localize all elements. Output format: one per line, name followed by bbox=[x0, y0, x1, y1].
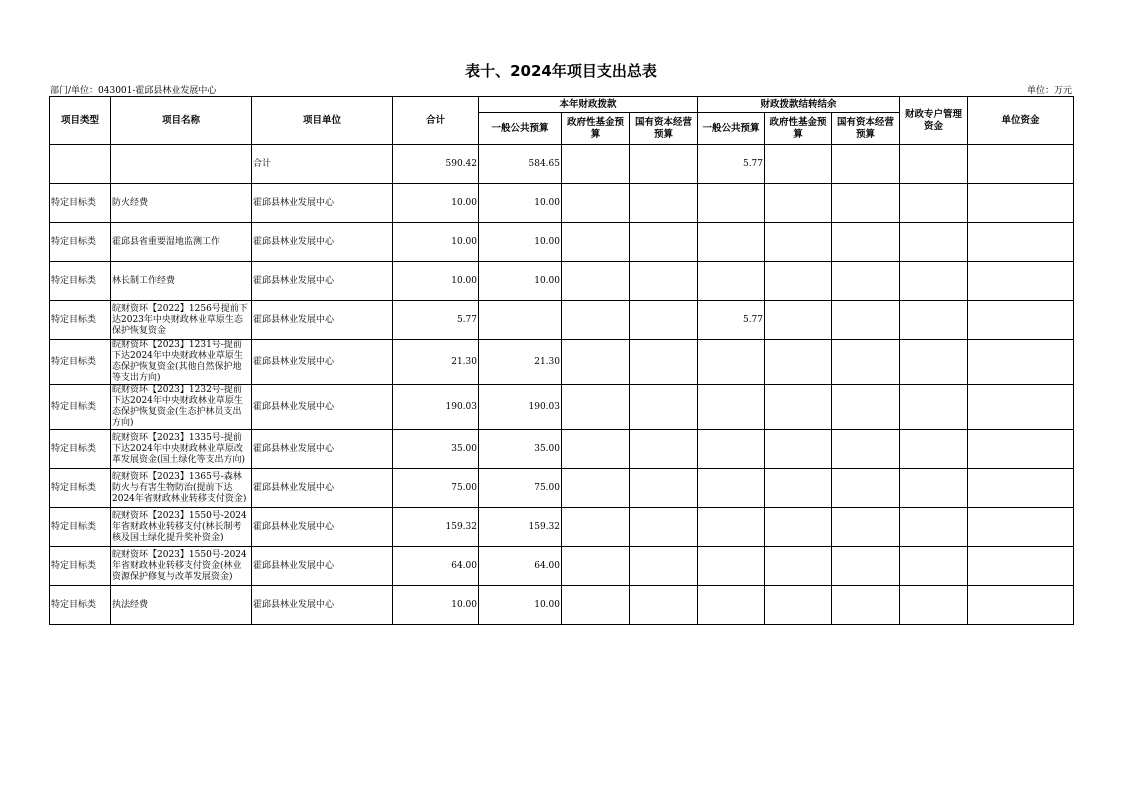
cell-type: 特定目标类 bbox=[50, 184, 111, 223]
cell-special-account bbox=[900, 301, 968, 340]
cell-fund-carryover bbox=[765, 430, 832, 469]
cell-state-capital-carryover bbox=[832, 262, 900, 301]
cell-fund-budget bbox=[562, 430, 630, 469]
cell-fund-budget bbox=[562, 145, 630, 184]
table-row bbox=[50, 385, 1074, 430]
cell-state-capital-carryover bbox=[832, 385, 900, 430]
header-general-budget: 一般公共预算 bbox=[479, 113, 562, 145]
cell-special-account bbox=[900, 508, 968, 547]
cell-own-funds bbox=[968, 547, 1074, 586]
cell-own-funds bbox=[968, 145, 1074, 184]
cell-fund-carryover bbox=[765, 586, 832, 625]
cell-general-budget-carryover bbox=[698, 340, 765, 385]
cell-state-capital-carryover bbox=[832, 340, 900, 385]
cell-state-capital-carryover bbox=[832, 586, 900, 625]
cell-fund-carryover bbox=[765, 508, 832, 547]
cell-general-budget: 190.03 bbox=[479, 385, 562, 430]
cell-special-account bbox=[900, 430, 968, 469]
cell-total: 5.77 bbox=[393, 301, 479, 340]
cell-fund-budget bbox=[562, 547, 630, 586]
cell-total: 159.32 bbox=[393, 508, 479, 547]
cell-special-account bbox=[900, 145, 968, 184]
cell-fund-budget bbox=[562, 184, 630, 223]
cell-state-capital bbox=[630, 145, 698, 184]
cell-name: 皖财资环【2023】1550号-2024年省财政林业转移支付(林长制考核及国土绿化提升奖补资金) bbox=[111, 508, 252, 547]
cell-total: 10.00 bbox=[393, 262, 479, 301]
header-org: 项目单位 bbox=[252, 97, 393, 145]
cell-name: 执法经费 bbox=[111, 586, 252, 625]
cell-fund-carryover bbox=[765, 547, 832, 586]
cell-type: 特定目标类 bbox=[50, 262, 111, 301]
cell-fund-budget bbox=[562, 340, 630, 385]
table-row bbox=[50, 340, 1074, 385]
cell-fund-budget bbox=[562, 301, 630, 340]
cell-general-budget-carryover bbox=[698, 508, 765, 547]
department-label: 部门/单位：043001-霍邱县林业发展中心 bbox=[50, 86, 217, 96]
table-row bbox=[50, 145, 1074, 184]
header-state-capital-carryover: 国有资本经营预算 bbox=[832, 113, 900, 145]
cell-own-funds bbox=[968, 469, 1074, 508]
cell-org: 霍邱县林业发展中心 bbox=[252, 223, 393, 262]
cell-org: 霍邱县林业发展中心 bbox=[252, 469, 393, 508]
cell-type: 特定目标类 bbox=[50, 508, 111, 547]
cell-special-account bbox=[900, 469, 968, 508]
cell-org: 霍邱县林业发展中心 bbox=[252, 547, 393, 586]
cell-total: 190.03 bbox=[393, 385, 479, 430]
cell-org: 霍邱县林业发展中心 bbox=[252, 586, 393, 625]
cell-fund-carryover bbox=[765, 385, 832, 430]
table-row bbox=[50, 430, 1074, 469]
cell-general-budget-carryover bbox=[698, 262, 765, 301]
cell-fund-carryover bbox=[765, 301, 832, 340]
cell-fund-budget bbox=[562, 262, 630, 301]
cell-own-funds bbox=[968, 262, 1074, 301]
cell-general-budget-carryover bbox=[698, 430, 765, 469]
cell-fund-carryover bbox=[765, 340, 832, 385]
cell-total: 75.00 bbox=[393, 469, 479, 508]
cell-fund-carryover bbox=[765, 145, 832, 184]
header-name: 项目名称 bbox=[111, 97, 252, 145]
table-row bbox=[50, 262, 1074, 301]
cell-fund-budget bbox=[562, 469, 630, 508]
cell-own-funds bbox=[968, 340, 1074, 385]
cell-general-budget-carryover: 5.77 bbox=[698, 145, 765, 184]
cell-general-budget: 10.00 bbox=[479, 184, 562, 223]
header-current-year-appropriation: 本年财政拨款 bbox=[479, 97, 698, 113]
cell-total: 10.00 bbox=[393, 184, 479, 223]
cell-general-budget-carryover bbox=[698, 184, 765, 223]
cell-state-capital bbox=[630, 469, 698, 508]
cell-own-funds bbox=[968, 586, 1074, 625]
cell-name: 林长制工作经费 bbox=[111, 262, 252, 301]
cell-state-capital-carryover bbox=[832, 547, 900, 586]
cell-own-funds bbox=[968, 184, 1074, 223]
cell-state-capital bbox=[630, 184, 698, 223]
cell-total: 10.00 bbox=[393, 223, 479, 262]
header-type: 项目类型 bbox=[50, 97, 111, 145]
cell-special-account bbox=[900, 184, 968, 223]
cell-total: 64.00 bbox=[393, 547, 479, 586]
header-own-funds: 单位资金 bbox=[968, 97, 1074, 145]
cell-general-budget: 10.00 bbox=[479, 586, 562, 625]
cell-org: 霍邱县林业发展中心 bbox=[252, 385, 393, 430]
cell-name: 皖财资环【2023】1365号-森林防火与有害生物防治(提前下达2024年省财政林业转移支付资金) bbox=[111, 469, 252, 508]
table-row bbox=[50, 184, 1074, 223]
cell-general-budget: 159.32 bbox=[479, 508, 562, 547]
cell-state-capital bbox=[630, 340, 698, 385]
cell-type: 特定目标类 bbox=[50, 340, 111, 385]
cell-org: 霍邱县林业发展中心 bbox=[252, 262, 393, 301]
cell-state-capital-carryover bbox=[832, 469, 900, 508]
cell-state-capital bbox=[630, 430, 698, 469]
cell-own-funds bbox=[968, 301, 1074, 340]
cell-type: 特定目标类 bbox=[50, 430, 111, 469]
cell-state-capital-carryover bbox=[832, 301, 900, 340]
cell-general-budget-carryover bbox=[698, 547, 765, 586]
cell-state-capital bbox=[630, 301, 698, 340]
cell-general-budget bbox=[479, 301, 562, 340]
header-total: 合计 bbox=[393, 97, 479, 145]
cell-general-budget: 10.00 bbox=[479, 262, 562, 301]
cell-name bbox=[111, 145, 252, 184]
cell-fund-budget bbox=[562, 586, 630, 625]
header-general-budget-carryover: 一般公共预算 bbox=[698, 113, 765, 145]
cell-fund-carryover bbox=[765, 262, 832, 301]
cell-own-funds bbox=[968, 385, 1074, 430]
cell-general-budget: 35.00 bbox=[479, 430, 562, 469]
cell-own-funds bbox=[968, 508, 1074, 547]
cell-state-capital bbox=[630, 508, 698, 547]
cell-state-capital bbox=[630, 223, 698, 262]
cell-state-capital-carryover bbox=[832, 184, 900, 223]
cell-fund-carryover bbox=[765, 184, 832, 223]
cell-type: 特定目标类 bbox=[50, 586, 111, 625]
cell-fund-carryover bbox=[765, 223, 832, 262]
cell-name: 皖财资环【2023】1335号-提前下达2024年中央财政林业草原改革发展资金(国土绿化等支出方向) bbox=[111, 430, 252, 469]
cell-own-funds bbox=[968, 223, 1074, 262]
unit-label: 单位：万元 bbox=[1026, 86, 1072, 96]
cell-general-budget: 10.00 bbox=[479, 223, 562, 262]
cell-fund-budget bbox=[562, 508, 630, 547]
cell-name: 霍邱县省重要湿地监测工作 bbox=[111, 223, 252, 262]
cell-state-capital bbox=[630, 547, 698, 586]
cell-state-capital-carryover bbox=[832, 430, 900, 469]
cell-type: 特定目标类 bbox=[50, 301, 111, 340]
cell-special-account bbox=[900, 586, 968, 625]
cell-type: 特定目标类 bbox=[50, 547, 111, 586]
cell-fund-budget bbox=[562, 385, 630, 430]
cell-general-budget: 64.00 bbox=[479, 547, 562, 586]
page-title: 表十、2024年项目支出总表 bbox=[465, 62, 657, 80]
cell-state-capital-carryover bbox=[832, 145, 900, 184]
table-row bbox=[50, 223, 1074, 262]
cell-org: 霍邱县林业发展中心 bbox=[252, 508, 393, 547]
cell-type: 特定目标类 bbox=[50, 385, 111, 430]
cell-general-budget-carryover bbox=[698, 385, 765, 430]
cell-name: 皖财资环【2022】1256号提前下达2023年中央财政林业草原生态保护恢复资金 bbox=[111, 301, 252, 340]
cell-general-budget: 75.00 bbox=[479, 469, 562, 508]
cell-name: 皖财资环【2023】1232号-提前下达2024年中央财政林业草原生态保护恢复资金(生态护林员支出方向) bbox=[111, 385, 252, 430]
header-fund-budget: 政府性基金预算 bbox=[562, 113, 630, 145]
cell-total: 35.00 bbox=[393, 430, 479, 469]
cell-special-account bbox=[900, 262, 968, 301]
cell-own-funds bbox=[968, 430, 1074, 469]
table-row bbox=[50, 301, 1074, 340]
cell-general-budget-carryover: 5.77 bbox=[698, 301, 765, 340]
cell-state-capital-carryover bbox=[832, 223, 900, 262]
cell-general-budget: 584.65 bbox=[479, 145, 562, 184]
cell-state-capital bbox=[630, 262, 698, 301]
cell-special-account bbox=[900, 340, 968, 385]
cell-fund-budget bbox=[562, 223, 630, 262]
cell-type bbox=[50, 145, 111, 184]
cell-name: 皖财资环【2023】1231号-提前下达2024年中央财政林业草原生态保护恢复资金(其他自然保护地等支出方向) bbox=[111, 340, 252, 385]
cell-org: 霍邱县林业发展中心 bbox=[252, 184, 393, 223]
cell-state-capital-carryover bbox=[832, 508, 900, 547]
cell-org: 霍邱县林业发展中心 bbox=[252, 301, 393, 340]
header-fund-budget-carryover: 政府性基金预算 bbox=[765, 113, 832, 145]
cell-name: 皖财资环【2023】1550号-2024年省财政林业转移支付资金(林业资源保护修复与改革发展资金) bbox=[111, 547, 252, 586]
cell-special-account bbox=[900, 385, 968, 430]
cell-special-account bbox=[900, 547, 968, 586]
cell-state-capital bbox=[630, 385, 698, 430]
cell-type: 特定目标类 bbox=[50, 469, 111, 508]
cell-special-account bbox=[900, 223, 968, 262]
table-row bbox=[50, 469, 1074, 508]
cell-general-budget-carryover bbox=[698, 469, 765, 508]
cell-general-budget-carryover bbox=[698, 586, 765, 625]
cell-total: 21.30 bbox=[393, 340, 479, 385]
cell-type: 特定目标类 bbox=[50, 223, 111, 262]
cell-general-budget-carryover bbox=[698, 223, 765, 262]
cell-total: 590.42 bbox=[393, 145, 479, 184]
cell-total: 10.00 bbox=[393, 586, 479, 625]
cell-state-capital bbox=[630, 586, 698, 625]
table-row bbox=[50, 586, 1074, 625]
expenditure-table bbox=[49, 96, 1074, 625]
cell-fund-carryover bbox=[765, 469, 832, 508]
header-special-account: 财政专户管理资金 bbox=[900, 97, 968, 145]
cell-org: 合计 bbox=[252, 145, 393, 184]
cell-org: 霍邱县林业发展中心 bbox=[252, 340, 393, 385]
table-row bbox=[50, 547, 1074, 586]
header-carryover: 财政拨款结转结余 bbox=[698, 97, 900, 113]
header-state-capital-budget: 国有资本经营预算 bbox=[630, 113, 698, 145]
cell-name: 防火经费 bbox=[111, 184, 252, 223]
table-row bbox=[50, 508, 1074, 547]
cell-general-budget: 21.30 bbox=[479, 340, 562, 385]
cell-org: 霍邱县林业发展中心 bbox=[252, 430, 393, 469]
